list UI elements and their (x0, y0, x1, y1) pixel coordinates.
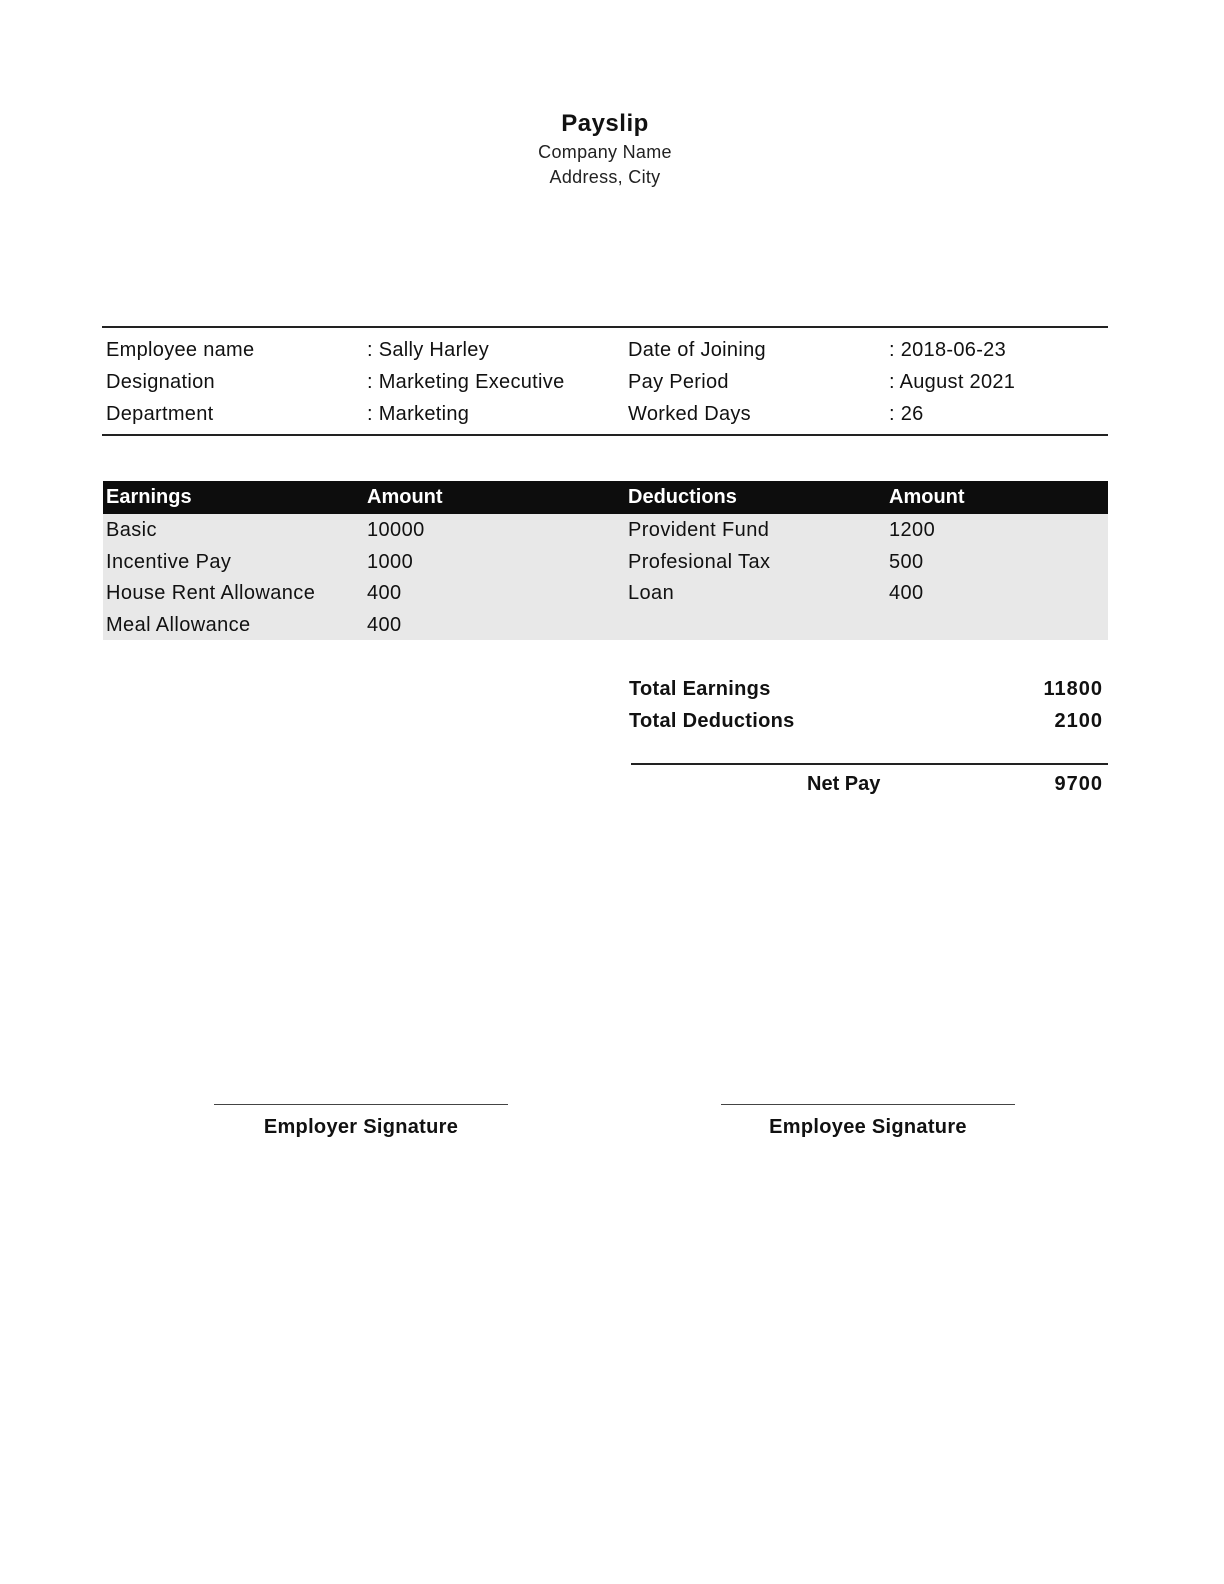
table-cell: Profesional Tax (628, 551, 771, 573)
earnings-deductions-table (103, 481, 1108, 640)
table-header-row (103, 481, 1108, 514)
total-earnings-row (629, 673, 1103, 705)
table-cell: Incentive Pay (106, 551, 232, 573)
total-deductions-value: 2100 (1054, 710, 1103, 732)
table-row (103, 514, 1108, 546)
employer-signature-block (214, 1104, 508, 1141)
info-label: Date of Joining (628, 339, 766, 361)
employer-signature-label: Employer Signature (263, 1116, 459, 1138)
column-header: Deductions (628, 486, 737, 508)
employee-signature-line (721, 1104, 1015, 1105)
info-value: : Sally Harley (367, 339, 490, 361)
payslip-header (0, 108, 1210, 190)
info-row (102, 334, 1108, 366)
table-cell: 1200 (889, 519, 936, 541)
table-cell: Basic (106, 519, 157, 541)
table-cell: Loan (628, 582, 675, 604)
table-cell: House Rent Allowance (106, 582, 316, 604)
info-label: Department (106, 403, 214, 425)
info-value: : Marketing Executive (367, 371, 565, 393)
employee-signature-block (721, 1104, 1015, 1141)
table-cell: 400 (889, 582, 924, 604)
net-pay-divider (631, 763, 1108, 765)
info-row (102, 366, 1108, 398)
total-deductions-label: Total Deductions (629, 710, 795, 732)
table-cell: 500 (889, 551, 924, 573)
employer-signature-line (214, 1104, 508, 1105)
table-row (103, 609, 1108, 641)
column-header: Amount (889, 486, 965, 508)
info-label: Worked Days (628, 403, 751, 425)
info-label: Pay Period (628, 371, 729, 393)
net-pay-row (631, 768, 1103, 800)
info-row (102, 398, 1108, 430)
column-header: Earnings (106, 486, 192, 508)
info-label: Designation (106, 371, 215, 393)
column-header: Amount (367, 486, 443, 508)
table-cell: 400 (367, 582, 402, 604)
total-earnings-label: Total Earnings (629, 678, 771, 700)
table-cell: 10000 (367, 519, 425, 541)
total-earnings-value: 11800 (1043, 678, 1103, 700)
info-value: : 26 (889, 403, 924, 425)
employee-info-block (102, 326, 1108, 436)
table-row (103, 577, 1108, 609)
table-row (103, 546, 1108, 578)
table-cell: Provident Fund (628, 519, 770, 541)
company-name: Company Name (538, 142, 672, 162)
company-address: Address, City (549, 167, 661, 187)
info-value: : August 2021 (889, 371, 1016, 393)
net-pay-label: Net Pay (807, 773, 881, 795)
info-label: Employee name (106, 339, 255, 361)
table-cell: Meal Allowance (106, 614, 251, 636)
total-deductions-row (629, 705, 1103, 737)
page-title: Payslip (561, 110, 649, 137)
net-pay-value: 9700 (1054, 773, 1103, 795)
table-cell: 1000 (367, 551, 414, 573)
info-value: : 2018-06-23 (889, 339, 1007, 361)
employee-signature-label: Employee Signature (769, 1116, 967, 1138)
table-cell: 400 (367, 614, 402, 636)
info-value: : Marketing (367, 403, 470, 425)
